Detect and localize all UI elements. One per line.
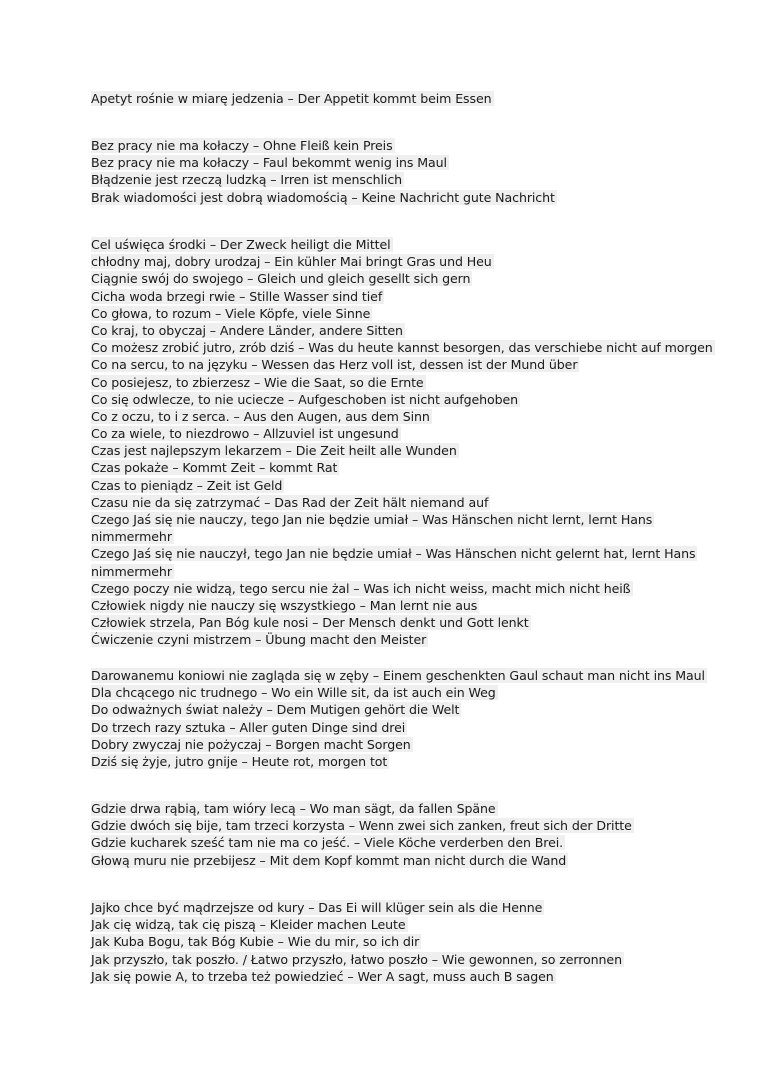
proverb-line: Co głowa, to rozum – Viele Köpfe, viele Sinne: [91, 305, 371, 321]
section-j: [91, 899, 691, 985]
proverb-line: Co za wiele, to niezdrowo – Allzuviel ist ungesund: [91, 426, 399, 442]
proverb-line: Co na sercu, to na języku – Wessen das Herz voll ist, dessen ist der Mund über: [91, 357, 578, 373]
proverb-line: Ćwiczenie czyni mistrzem – Übung macht den Meister: [91, 632, 427, 648]
proverb-line: Do odważnych świat należy – Dem Mutigen gehört die Welt: [91, 702, 460, 718]
proverb-line-continuation: nimmermehr: [91, 563, 172, 579]
proverb-line: Dobry zwyczaj nie pożyczaj – Borgen macht Sorgen: [91, 736, 411, 752]
proverb-line: Czego Jaś się nie nauczy, tego Jan nie będzie umiał – Was Hänschen nicht lernt, lernt Hans: [91, 512, 653, 527]
proverb-line: Ciągnie swój do swojego – Gleich und gleich gesellt sich gern: [91, 271, 471, 287]
proverb-line: Jak się powie A, to trzeba też powiedzieć – Wer A sagt, muss auch B sagen: [91, 968, 554, 984]
proverb-line: Co możesz zrobić jutro, zrób dziś – Was du heute kannst besorgen, das verschiebe nicht auf morgen: [91, 340, 713, 356]
proverb-line: Cicha woda brzegi rwie – Stille Wasser sind tief: [91, 288, 383, 304]
section-g: [91, 800, 691, 869]
proverb-line: Co posiejesz, to zbierzesz – Wie die Saat, so die Ernte: [91, 374, 424, 390]
proverb-line: Czas pokaże – Kommt Zeit – kommt Rat: [91, 460, 338, 476]
proverb-line: Cel uświęca środki – Der Zweck heiligt die Mittel: [91, 237, 391, 252]
proverb-line: Bez pracy nie ma kołaczy – Ohne Fleiß kein Preis: [91, 138, 393, 153]
proverb-line: Czas to pieniądz – Zeit ist Geld: [91, 477, 283, 493]
proverb-line: Gdzie kucharek sześć tam nie ma co jeść. – Viele Köche verderben den Brei.: [91, 835, 564, 851]
proverb-line: Czasu nie da się zatrzymać – Das Rad der Zeit hält niemand auf: [91, 494, 489, 510]
proverb-line: Czego poczy nie widzą, tego sercu nie żal – Was ich nicht weiss, macht mich nicht heiß: [91, 580, 631, 596]
proverb-line: Jak przyszło, tak poszło. / Łatwo przyszło, łatwo poszło – Wie gewonnen, so zerronnen: [91, 951, 622, 967]
proverb-line: Gdzie drwa rąbią, tam wióry lecą – Wo man sägt, da fallen Späne: [91, 801, 496, 816]
proverb-line: Człowiek strzela, Pan Bóg kule nosi – Der Mensch denkt und Gott lenkt: [91, 615, 529, 631]
section-a: [91, 90, 691, 107]
proverb-line: Dla chcącego nic trudnego – Wo ein Wille sit, da ist auch ein Weg: [91, 685, 496, 701]
proverb-line: Darowanemu koniowi nie zagląda się w zęby – Einem geschenkten Gaul schaut man nicht ins Maul: [91, 668, 705, 683]
proverb-line: Jajko chce być mądrzejsze od kury – Das Ei will klüger sein als die Henne: [91, 900, 543, 915]
section-c: [91, 236, 713, 649]
proverb-line: Czego Jaś się nie nauczył, tego Jan nie będzie umiał – Was Hänschen nicht gelernt hat, lernt Hans: [91, 546, 696, 562]
proverb-line: Brak wiadomości jest dobrą wiadomością – Keine Nachricht gute Nachricht: [91, 189, 555, 205]
proverb-line: Apetyt rośnie w miarę jedzenia – Der Appetit kommt beim Essen: [91, 91, 492, 106]
proverb-line: Błądzenie jest rzeczą ludzką – Irren ist menschlich: [91, 172, 403, 188]
proverb-line: Jak cię widzą, tak cię piszą – Kleider machen Leute: [91, 917, 406, 933]
section-d: [91, 667, 705, 770]
proverb-line: Co się odwlecze, to nie uciecze – Aufgeschoben ist nicht aufgehoben: [91, 391, 519, 407]
proverb-line: Człowiek nigdy nie nauczy się wszystkiego – Man lernt nie aus: [91, 597, 478, 613]
section-b: [91, 137, 691, 206]
proverb-line: Co kraj, to obyczaj – Andere Länder, andere Sitten: [91, 322, 403, 338]
proverb-line: chłodny maj, dobry urodzaj – Ein kühler Mai bringt Gras und Heu: [91, 254, 492, 270]
proverb-line: Bez pracy nie ma kołaczy – Faul bekommt wenig ins Maul: [91, 155, 447, 171]
proverb-line: Głową muru nie przebijesz – Mit dem Kopf kommt man nicht durch die Wand: [91, 852, 567, 868]
proverb-line: Dziś się żyje, jutro gnije – Heute rot, morgen tot: [91, 753, 388, 769]
proverb-line: Gdzie dwóch się bije, tam trzeci korzysta – Wenn zwei sich zanken, freut sich der Dritte: [91, 818, 632, 834]
proverb-line-continuation: nimmermehr: [91, 529, 172, 545]
proverb-line: Czas jest najlepszym lekarzem – Die Zeit heilt alle Wunden: [91, 443, 457, 459]
proverb-line: Co z oczu, to i z serca. – Aus den Augen, aus dem Sinn: [91, 408, 430, 424]
proverb-line: Do trzech razy sztuka – Aller guten Dinge sind drei: [91, 719, 406, 735]
proverb-line: Jak Kuba Bogu, tak Bóg Kubie – Wie du mir, so ich dir: [91, 934, 420, 950]
